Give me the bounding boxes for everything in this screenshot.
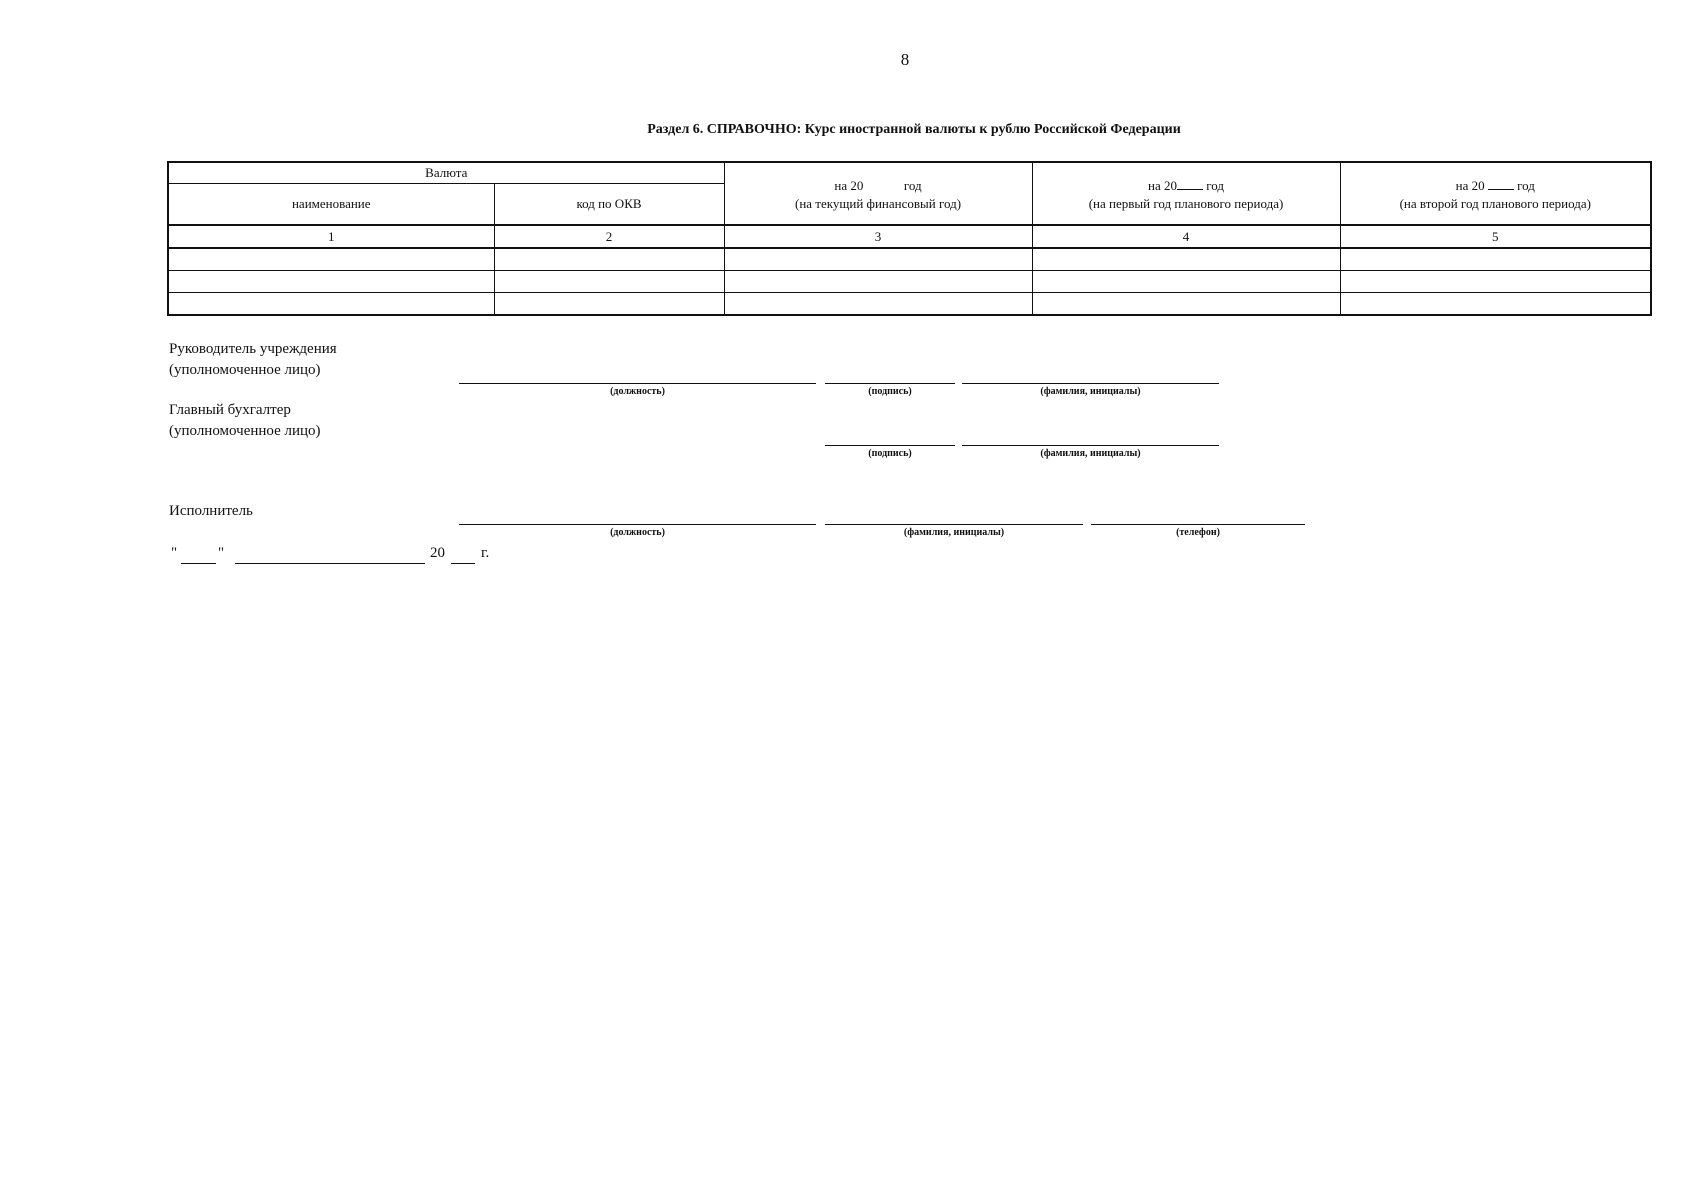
table-cell[interactable] (168, 271, 494, 293)
year-prefix: на 20 (1148, 178, 1177, 193)
year-prefix: на 20 (1455, 178, 1485, 193)
head-label: Руководитель учреждения (169, 341, 337, 357)
year-suffix: год (903, 178, 922, 193)
current-year-header (724, 162, 1032, 225)
table-cell[interactable] (494, 248, 724, 271)
year-blank (1177, 177, 1203, 190)
head-signature-line[interactable] (825, 383, 955, 384)
year-blank (867, 177, 901, 190)
table-cell[interactable] (1032, 271, 1340, 293)
accountant-name-line[interactable] (962, 445, 1219, 446)
table-cell[interactable] (494, 271, 724, 293)
table-cell[interactable] (494, 293, 724, 316)
year-blank (1488, 177, 1514, 190)
head-label-authorized: (уполномоченное лицо) (169, 362, 321, 378)
caption-name: (фамилия, инициалы) (1040, 386, 1141, 397)
table-row (168, 293, 1651, 316)
table-cell[interactable] (1340, 248, 1651, 271)
head-name-line[interactable] (962, 383, 1219, 384)
table-row (168, 248, 1651, 271)
table-cell[interactable] (724, 293, 1032, 316)
column-number: 3 (724, 225, 1032, 248)
table-cell[interactable] (724, 271, 1032, 293)
column-number: 1 (168, 225, 494, 248)
caption-signature: (подпись) (868, 386, 912, 397)
date-year-prefix: 20 (430, 545, 445, 561)
table-cell[interactable] (1340, 271, 1651, 293)
table-cell[interactable] (168, 248, 494, 271)
page-number: 8 (900, 50, 910, 69)
table-cell[interactable] (1032, 293, 1340, 316)
caption-name: (фамилия, инициалы) (1040, 448, 1141, 459)
date-day-line[interactable] (181, 563, 216, 564)
current-year-period: (на текущий финансовый год) (794, 196, 962, 211)
table-cell[interactable] (1032, 248, 1340, 271)
table-cell[interactable] (1340, 293, 1651, 316)
executor-label: Исполнитель (169, 503, 253, 519)
table-cell[interactable] (168, 293, 494, 316)
column-number: 4 (1032, 225, 1340, 248)
date-quote-close: " (218, 545, 225, 561)
caption-name: (фамилия, инициалы) (903, 527, 1005, 538)
table-row (168, 271, 1651, 293)
date-quote-open: " (171, 545, 178, 561)
currency-name-header: наименование (168, 184, 494, 226)
table-cell[interactable] (724, 248, 1032, 271)
date-year-suffix: г. (481, 545, 490, 561)
executor-name-line[interactable] (825, 524, 1083, 525)
section-title: Раздел 6. СПРАВОЧНО: Курс иностранной валюты к рублю Российской Федерации (647, 122, 1181, 137)
caption-signature: (подпись) (868, 448, 912, 459)
year-prefix: на 20 (834, 178, 864, 193)
caption-position: (должность) (610, 527, 665, 538)
currency-header: Валюта (168, 162, 724, 184)
column-number: 5 (1340, 225, 1651, 248)
accountant-label: Главный бухгалтер (169, 402, 291, 418)
currency-code-header: код по ОКВ (494, 184, 724, 226)
date-year-line[interactable] (451, 563, 475, 564)
year-suffix: год (1517, 178, 1535, 193)
column-number: 2 (494, 225, 724, 248)
executor-phone-line[interactable] (1091, 524, 1305, 525)
second-plan-year-header (1340, 162, 1651, 225)
accountant-signature-line[interactable] (825, 445, 955, 446)
first-plan-year-period: (на первый год планового периода) (1088, 196, 1284, 211)
exchange-rate-table (167, 161, 1652, 316)
accountant-label-authorized: (уполномоченное лицо) (169, 423, 321, 439)
date-month-line[interactable] (235, 563, 425, 564)
second-plan-year-period: (на второй год планового периода) (1399, 196, 1591, 211)
first-plan-year-header (1032, 162, 1340, 225)
caption-phone: (телефон) (1176, 527, 1220, 538)
head-position-line[interactable] (459, 383, 816, 384)
caption-position: (должность) (610, 386, 665, 397)
year-suffix: год (1206, 178, 1224, 193)
executor-position-line[interactable] (459, 524, 816, 525)
column-number-row (168, 225, 1651, 248)
